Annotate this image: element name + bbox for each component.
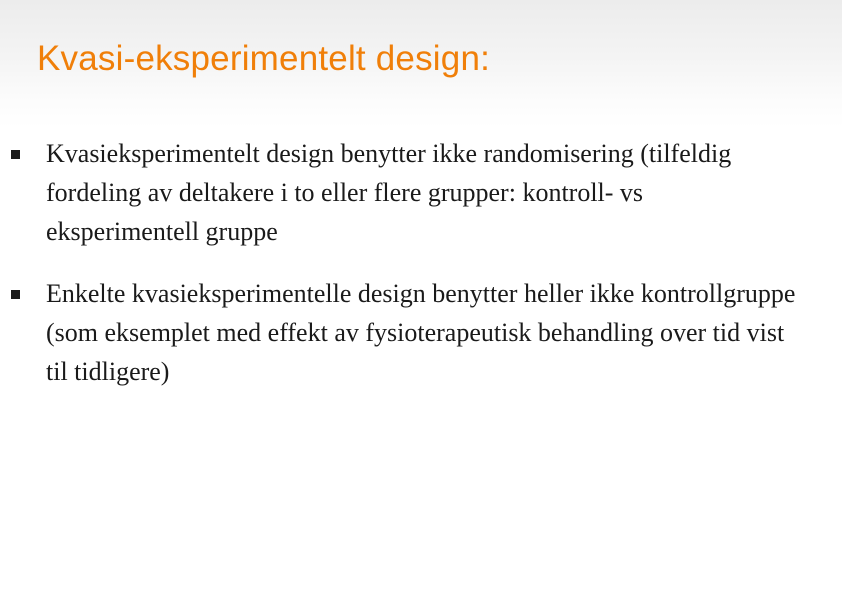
square-bullet-icon: [11, 150, 20, 159]
bullet-text: Kvasieksperimentelt design benytter ikke randomisering (tilfeldig fordeling av deltakere i to eller flere grupper: kontroll- vs eksperimentell gruppe: [46, 139, 732, 246]
slide-title: Kvasi-eksperimentelt design:: [37, 39, 491, 78]
bullet-item: [0, 134, 842, 251]
bullet-item: [0, 274, 842, 391]
square-bullet-icon: [11, 290, 20, 299]
bullet-text: Enkelte kvasieksperimentelle design benytter heller ikke kontrollgruppe (som eksemplet med effekt av fysioterapeutisk behandling over tid vist til tidligere): [46, 279, 796, 386]
bullet-list: [0, 134, 842, 414]
